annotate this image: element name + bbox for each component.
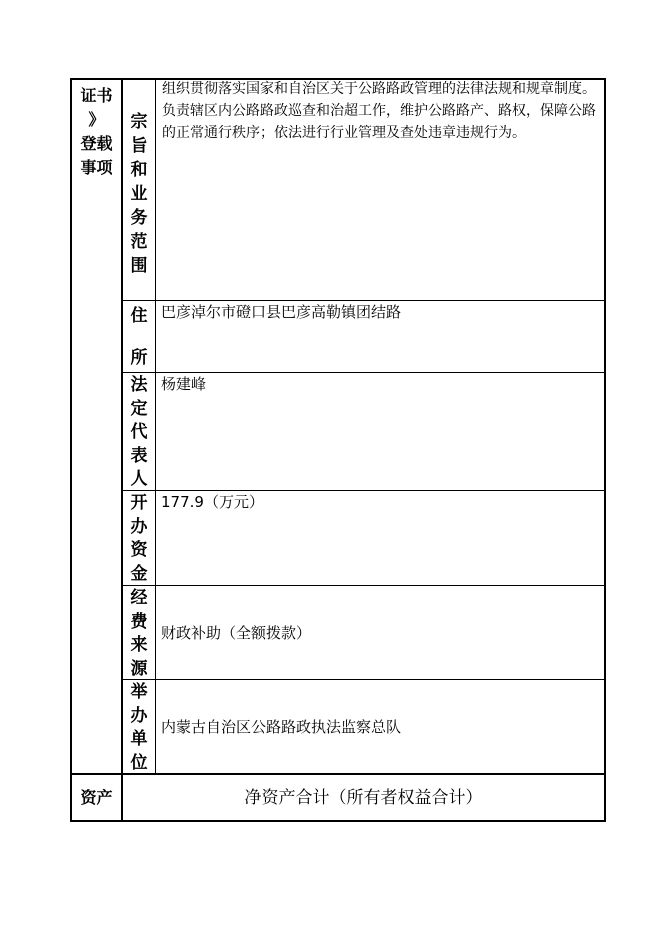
table-border-left xyxy=(70,78,72,822)
label-char: 法 xyxy=(130,375,148,395)
label-char: 务 xyxy=(130,208,148,228)
label-char: 资 xyxy=(130,540,148,560)
section-label xyxy=(72,84,121,180)
label-char: 定 xyxy=(130,398,148,419)
section-label-line: 事项 xyxy=(80,158,113,177)
label-char: 表 xyxy=(130,445,148,466)
label-char: 办 xyxy=(130,705,148,726)
row-divider xyxy=(122,679,606,680)
row-label-funding-source xyxy=(123,587,155,681)
column-divider-2 xyxy=(155,78,156,775)
row-label-legal-representative xyxy=(123,374,155,492)
purpose-value: 组织贯彻落实国家和自治区关于公路路政管理的法律法规和规章制度。负责辖区内公路路政巡查和治超工作，维护公路路产、路权，保障公路的正常通行秩序；依法进行行业管理及查处违章违规行为。 xyxy=(162,81,596,141)
label-char: 住 xyxy=(130,306,148,326)
label-char: 围 xyxy=(130,256,148,276)
funding-source-value: 财政补助（全额拨款） xyxy=(161,624,312,642)
row-label-address xyxy=(123,305,155,369)
label-char: 范 xyxy=(130,232,148,252)
label-char: 经 xyxy=(130,588,148,608)
label-char: 费 xyxy=(130,611,148,632)
label-char: 人 xyxy=(130,469,148,489)
label-char: 开 xyxy=(130,493,148,513)
label-char: 位 xyxy=(130,752,148,773)
table-border-bottom xyxy=(70,820,606,822)
label-char: 和 xyxy=(130,160,148,180)
label-char: 来 xyxy=(130,635,148,655)
table-border-right xyxy=(604,78,606,822)
section-label-line: 登载 xyxy=(80,134,113,153)
section-label-line: 》 xyxy=(88,110,105,129)
label-char: 举 xyxy=(130,682,148,702)
row-divider xyxy=(122,585,606,586)
label-char: 所 xyxy=(130,348,148,368)
label-char: 单 xyxy=(130,729,148,749)
row-label-sponsor xyxy=(123,681,155,775)
section-label-line: 证书 xyxy=(80,86,113,105)
label-char: 办 xyxy=(130,516,148,537)
address-value: 巴彦淖尔市磴口县巴彦高勒镇团结路 xyxy=(161,303,402,321)
legal-representative-value: 杨建峰 xyxy=(161,375,207,393)
label-char: 旨 xyxy=(130,136,148,156)
label-char: 宗 xyxy=(130,112,148,132)
label-char: 金 xyxy=(130,563,148,584)
sponsor-value: 内蒙古自治区公路路政执法监察总队 xyxy=(161,718,402,736)
label-char: 代 xyxy=(130,422,148,442)
capital-value: 177.9（万元） xyxy=(161,493,264,511)
label-char: 业 xyxy=(130,184,148,204)
assets-value: 净资产合计（所有者权益合计） xyxy=(244,788,483,808)
row-label-capital xyxy=(123,492,155,586)
label-char: 源 xyxy=(130,658,148,679)
row-label-purpose xyxy=(123,110,155,278)
assets-label: 资产 xyxy=(80,788,113,807)
